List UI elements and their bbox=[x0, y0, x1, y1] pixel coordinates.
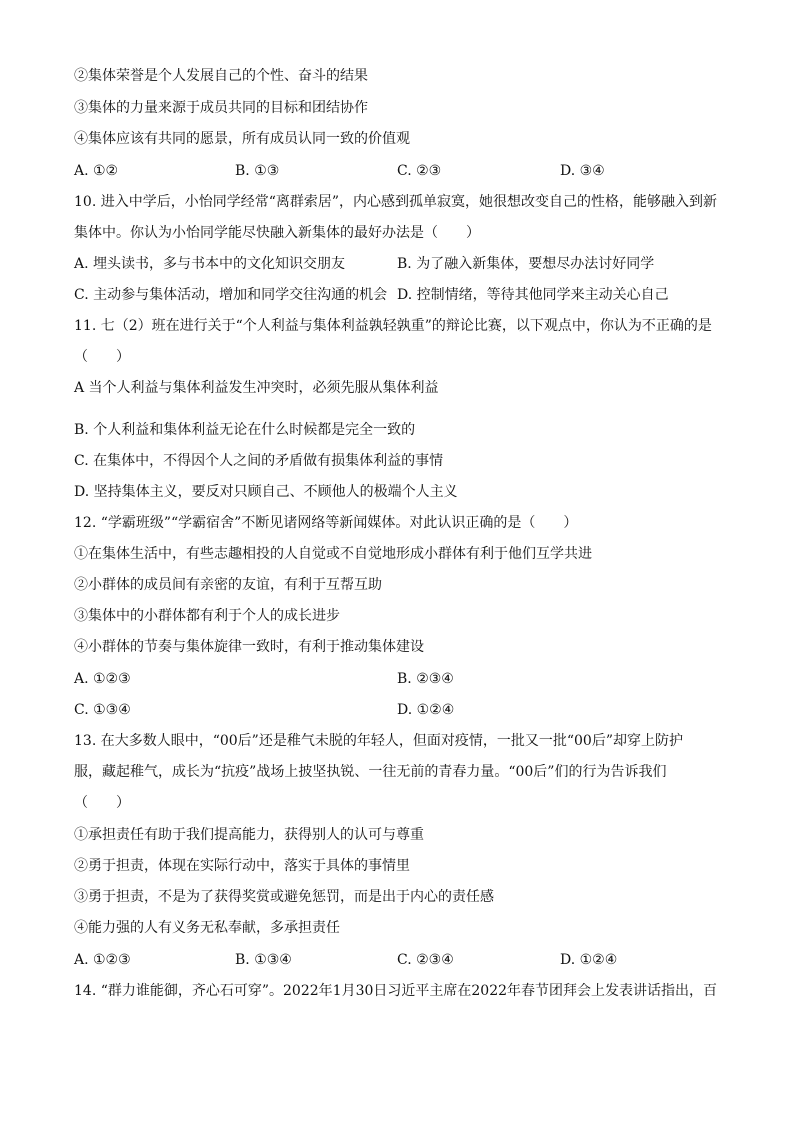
q13-statement-3: ③勇于担责，不是为了获得奖赏或避免惩罚，而是出于内心的责任感 bbox=[74, 889, 494, 905]
q9-option-c: C. ②③ bbox=[397, 163, 442, 179]
q13-stem-line-1: 13. 在大多数人眼中，“00后”还是稚气未脱的年轻人，但面对疫情，一批又一批“00后”却穿上防护 bbox=[74, 733, 683, 749]
q10-option-c: C. 主动参与集体活动，增加和同学交往沟通的机会 bbox=[74, 287, 388, 303]
q9-option-d: D. ③④ bbox=[560, 163, 605, 179]
q10-option-a: A. 埋头读书，多与书本中的文化知识交朋友 bbox=[74, 256, 346, 272]
q12-option-c: C. ①③④ bbox=[74, 702, 131, 718]
q12-statement-2: ②小群体的成员间有亲密的友谊，有利于互帮互助 bbox=[74, 577, 382, 593]
q13-statement-2: ②勇于担责，体现在实际行动中，落实于具体的事情里 bbox=[74, 858, 410, 874]
q13-stem-line-2: 服，藏起稚气，成长为“抗疫”战场上披坚执锐、一往无前的青春力量。“00后”们的行为告诉我们 bbox=[74, 764, 667, 780]
q10-option-b: B. 为了融入新集体，要想尽办法讨好同学 bbox=[397, 256, 655, 272]
q9-statement-4: ④集体应该有共同的愿景，所有成员认同一致的价值观 bbox=[74, 131, 410, 147]
q13-option-b: B. ①③④ bbox=[235, 952, 292, 968]
q9-statement-3: ③集体的力量来源于成员共同的目标和团结协作 bbox=[74, 100, 368, 116]
q13-stem-line-3: （ ） bbox=[74, 795, 130, 811]
q12-stem: 12. “学霸班级”“学霸宿舍”不断见诸网络等新闻媒体。对此认识正确的是（ ） bbox=[74, 515, 578, 531]
q11-stem-line-2: （ ） bbox=[74, 349, 130, 365]
q11-option-a: A 当个人利益与集体利益发生冲突时，必须先服从集体利益 bbox=[74, 380, 439, 396]
q11-option-c: C. 在集体中，不得因个人之间的矛盾做有损集体利益的事情 bbox=[74, 453, 444, 469]
q9-option-a: A. ①② bbox=[74, 163, 119, 179]
q11-option-b: B. 个人利益和集体利益无论在什么时候都是完全一致的 bbox=[74, 422, 416, 438]
q12-option-d: D. ①②④ bbox=[397, 702, 455, 718]
q13-statement-1: ①承担责任有助于我们提高能力，获得别人的认可与尊重 bbox=[74, 827, 424, 843]
q12-option-b: B. ②③④ bbox=[397, 671, 454, 687]
q12-statement-4: ④小群体的节奏与集体旋律一致时，有利于推动集体建设 bbox=[74, 639, 424, 655]
q11-stem-line-1: 11. 七（2）班在进行关于“个人利益与集体利益孰轻孰重”的辩论比赛，以下观点中，你认为不正确的是 bbox=[74, 318, 712, 334]
q10-option-d: D. 控制情绪，等待其他同学来主动关心自己 bbox=[397, 287, 669, 303]
q13-statement-4: ④能力强的人有义务无私奉献，多承担责任 bbox=[74, 920, 340, 936]
q13-option-a: A. ①②③ bbox=[74, 952, 131, 968]
q12-statement-1: ①在集体生活中，有些志趣相投的人自觉或不自觉地形成小群体有利于他们互学共进 bbox=[74, 546, 592, 562]
q11-option-d: D. 坚持集体主义，要反对只顾自己、不顾他人的极端个人主义 bbox=[74, 484, 458, 500]
q12-statement-3: ③集体中的小群体都有利于个人的成长进步 bbox=[74, 608, 340, 624]
q12-option-a: A. ①②③ bbox=[74, 671, 131, 687]
q13-option-c: C. ②③④ bbox=[397, 952, 454, 968]
q10-stem-line-1: 10. 进入中学后，小怡同学经常“离群索居”，内心感到孤单寂寞，她很想改变自己的性格，能够融入到新 bbox=[74, 194, 718, 210]
q9-statement-2: ②集体荣誉是个人发展自己的个性、奋斗的结果 bbox=[74, 68, 368, 84]
q9-option-b: B. ①③ bbox=[235, 163, 280, 179]
q14-stem-line-1: 14. “群力谁能御，齐心石可穿”。2022年1月30日习近平主席在2022年春节团拜会上发表讲话指出，百 bbox=[74, 983, 718, 999]
q13-option-d: D. ①②④ bbox=[560, 952, 618, 968]
q10-stem-line-2: 集体中。你认为小怡同学能尽快融入新集体的最好办法是（ ） bbox=[74, 225, 480, 241]
